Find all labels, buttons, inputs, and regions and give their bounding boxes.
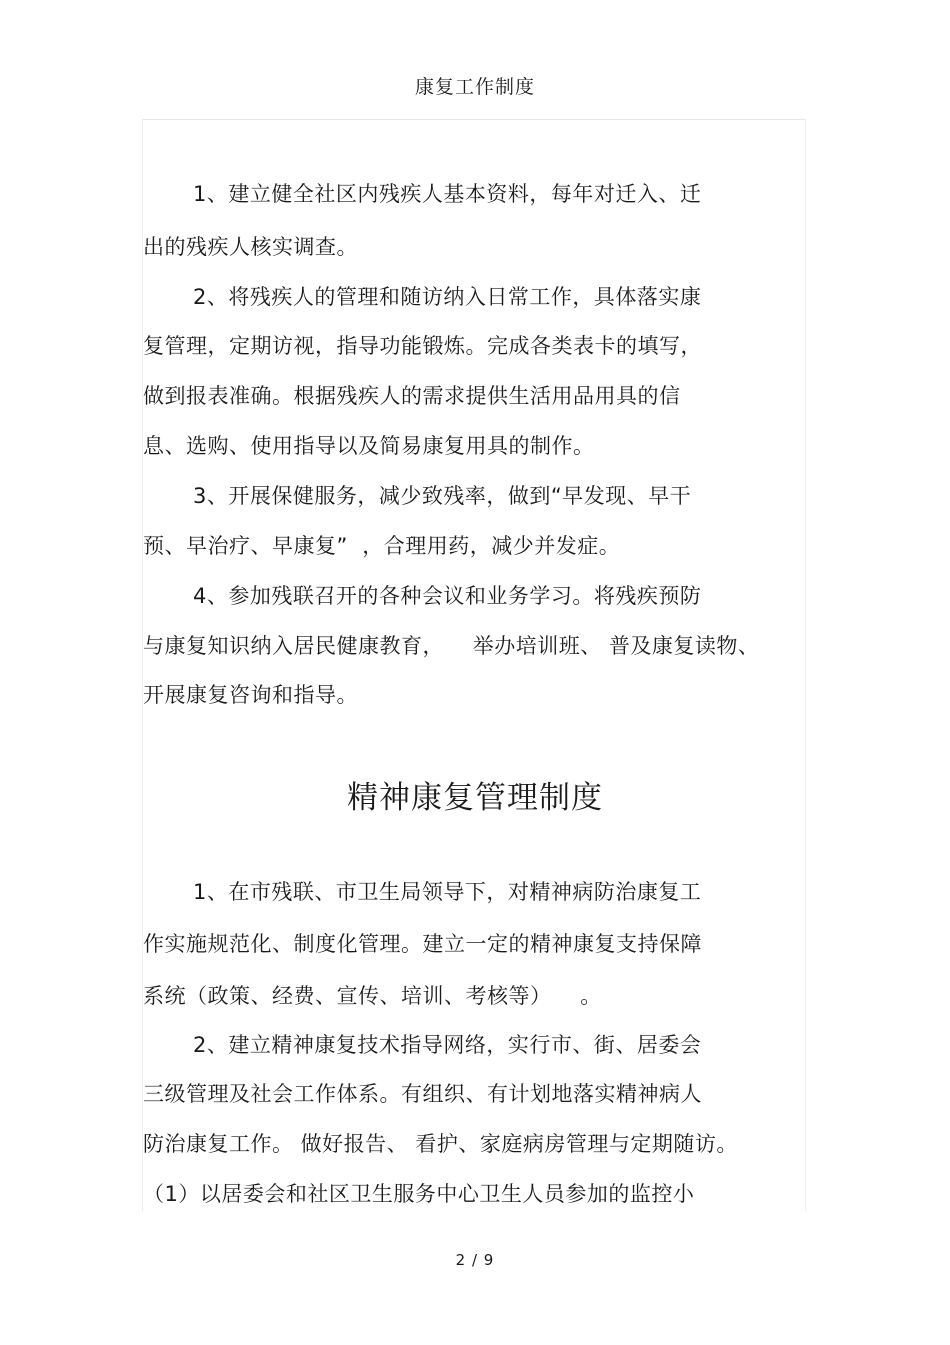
paragraph-line: 与康复知识纳入居民健康教育， 举办培训班、 普及康复读物、 [143,634,760,658]
section-title: 精神康复管理制度 [347,780,603,816]
paragraph-line: 1、在市残联、市卫生局领导下，对精神病防治康复工 [193,880,702,904]
paragraph-line: 开展康复咨询和指导。 [143,683,358,707]
paragraph-line: 3、开展保健服务，减少致残率，做到“早发现、早干 [193,484,692,508]
paragraph-line: 2、建立精神康复技术指导网络，实行市、街、居委会 [193,1033,702,1057]
paragraph-line: 2、将残疾人的管理和随访纳入日常工作，具体落实康 [193,285,702,309]
paragraph-line: 预、早治疗、早康复” ，合理用药，减少并发症。 [143,534,621,558]
paragraph-line: 做到报表准确。根据残疾人的需求提供生活用品用具的信 [143,384,681,408]
paragraph-line: 防治康复工作。 做好报告、 看护、家庭病房管理与定期随访。 [143,1132,738,1156]
paragraph-line: 三级管理及社会工作体系。有组织、有计划地落实精神病人 [143,1082,702,1106]
paragraph-line: （1）以居委会和社区卫生服务中心卫生人员参加的监控小 [143,1182,695,1206]
paragraph-line: 1、建立健全社区内残疾人基本资料，每年对迁入、迁 [193,182,702,206]
paragraph-line: 息、选购、使用指导以及简易康复用具的制作。 [143,434,595,458]
paragraph-line: 复管理，定期访视，指导功能锻炼。完成各类表卡的填写， [143,334,702,358]
paragraph-line: 出的残疾人核实调查。 [143,235,358,259]
paragraph-line: 系统（政策、经费、宣传、培训、考核等） 。 [143,984,602,1008]
paragraph-line: 作实施规范化、制度化管理。建立一定的精神康复支持保障 [143,932,702,956]
page-number: 2 / 9 [455,1251,495,1269]
document-header-title: 康复工作制度 [414,76,535,98]
paragraph-line: 4、参加残联召开的各种会议和业务学习。将残疾预防 [193,584,702,608]
